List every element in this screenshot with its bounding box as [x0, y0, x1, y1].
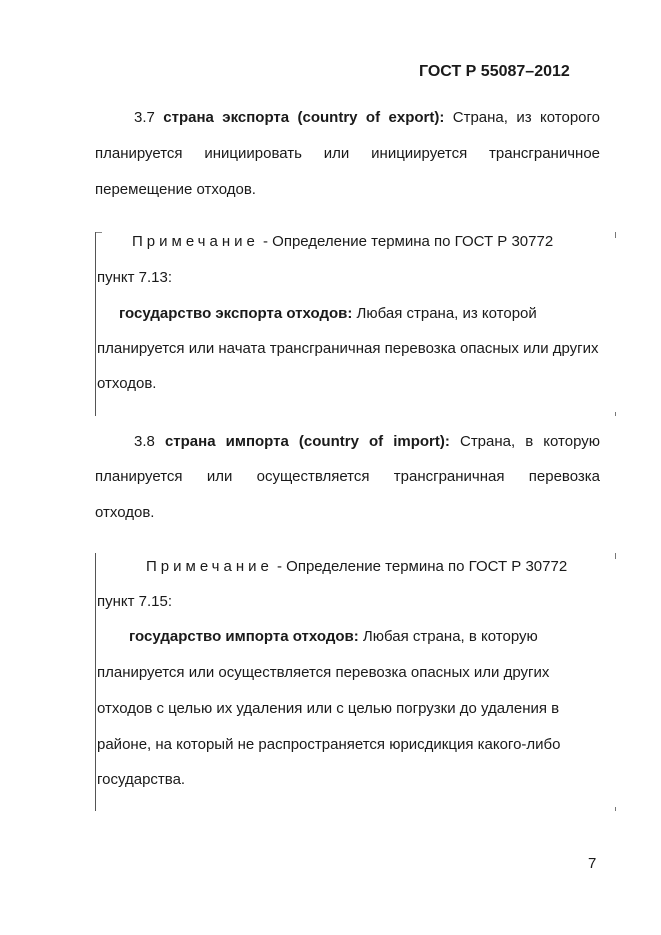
- section-number: 3.8: [134, 433, 155, 450]
- note-text: Любая страна, в которую: [362, 628, 538, 645]
- box-corner: [615, 553, 616, 559]
- note-line: отходов.: [97, 375, 157, 392]
- note-line: планируется или начата трансграничная перевозка опасных или других: [97, 340, 599, 357]
- note-line: государства.: [97, 771, 186, 788]
- note-line: [132, 233, 553, 250]
- note-label: Примечание: [132, 233, 259, 250]
- note-text: - Определение термина по ГОСТ Р 30772: [277, 558, 568, 575]
- note-line: районе, на который не распространяется юрисдикция какого-либо: [97, 736, 561, 753]
- box-corner: [615, 807, 616, 811]
- section-line: отходов.: [95, 504, 155, 521]
- note-box: [95, 232, 616, 416]
- note-line: [119, 305, 537, 322]
- section-line: планируется инициировать или инициируется трансграничное: [95, 145, 600, 162]
- section-line: [134, 431, 600, 453]
- section-line: перемещение отходов.: [95, 181, 256, 198]
- note-term: государство экспорта отходов:: [119, 305, 353, 322]
- document-header: ГОСТ Р 55087–2012: [419, 63, 570, 80]
- note-line: пункт 7.13:: [97, 269, 173, 286]
- note-text: Любая страна, из которой: [356, 305, 537, 322]
- term-definition-start: Страна, из которого: [452, 109, 600, 126]
- page-number: 7: [588, 855, 597, 872]
- note-line: отходов с целью их удаления или с целью погрузки до удаления в: [97, 700, 560, 717]
- term-definition-start: Страна, в которую: [459, 433, 601, 450]
- note-label: Примечание: [146, 558, 273, 575]
- note-line: [146, 558, 567, 575]
- note-line: пункт 7.15:: [97, 593, 173, 610]
- box-corner: [615, 412, 616, 416]
- section-number: 3.7: [134, 109, 155, 126]
- note-line: планируется или осуществляется перевозка опасных или других: [97, 664, 550, 681]
- box-corner: [96, 232, 102, 233]
- note-line: [129, 628, 538, 645]
- term-heading: страна экспорта (country of export):: [163, 109, 445, 126]
- term-heading: страна импорта (country of import):: [164, 433, 450, 450]
- section-line: планируется или осуществляется трансграничная перевозка: [95, 468, 600, 485]
- box-corner: [615, 232, 616, 238]
- note-term: государство импорта отходов:: [129, 628, 359, 645]
- note-text: - Определение термина по ГОСТ Р 30772: [263, 233, 554, 250]
- section-line: [134, 107, 600, 129]
